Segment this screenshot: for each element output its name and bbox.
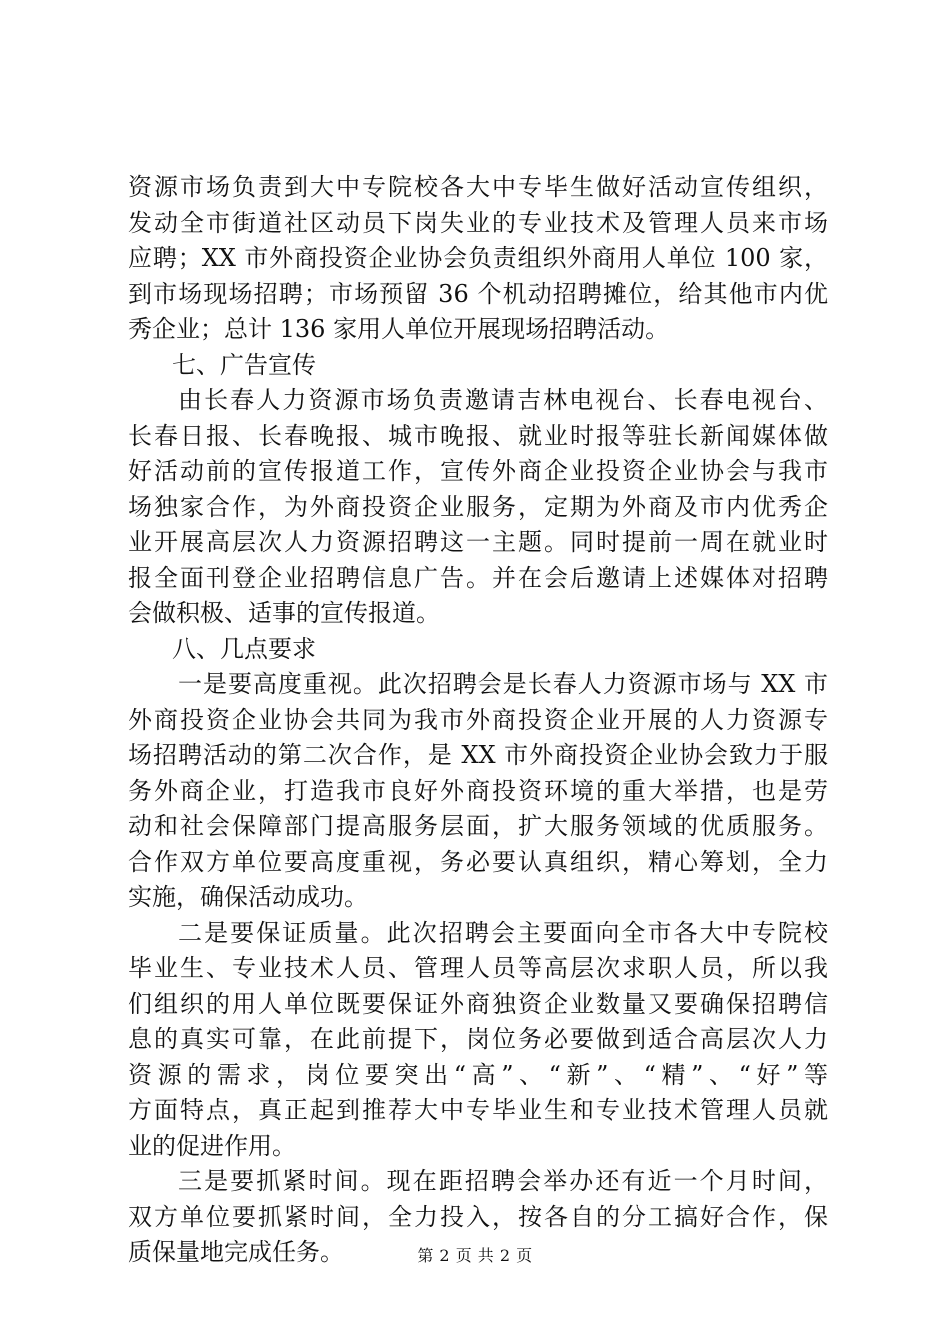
text-line: 息的真实可靠，在此前提下，岗位务必要做到适合高层次人力 [128, 1025, 828, 1053]
text-line: 动和社会保障部门提高服务层面，扩大服务领域的优质服务。 [128, 812, 828, 840]
page-number-footer: 第 2 页 共 2 页 [417, 1246, 533, 1265]
text-line: 发动全市街道社区动员下岗失业的专业技术及管理人员来市场 [128, 208, 828, 237]
text-line: 双方单位要抓紧时间，全力投入，按各自的分工搞好合作，保 [128, 1202, 828, 1231]
text-line: 外商投资企业协会共同为我市外商投资企业开展的人力资源专 [128, 705, 828, 734]
text-line: 业的促进作用。 [128, 1131, 296, 1160]
text-line: 业开展高层次人力资源招聘这一主题。同时提前一周在就业时 [128, 528, 828, 556]
section-heading: 七、广告宣传 [172, 350, 316, 379]
text-line: 方面特点，真正起到推荐大中专毕业生和专业技术管理人员就 [128, 1096, 828, 1124]
text-line: 毕业生、专业技术人员、管理人员等高层次求职人员，所以我 [128, 954, 828, 982]
text-line: 长春日报、长春晚报、城市晚报、就业时报等驻长新闻媒体做 [128, 421, 828, 450]
text-line: 应聘；XX 市外商投资企业协会负责组织外商用人单位 100 家， [128, 244, 828, 272]
text-line: 报全面刊登企业招聘信息广告。并在会后邀请上述媒体对招聘 [128, 563, 828, 592]
text-line: 实施，确保活动成功。 [128, 883, 368, 911]
paragraph-first-line: 一是要高度重视。此次招聘会是长春人力资源市场与 XX 市 [178, 670, 828, 698]
text-line: 到市场现场招聘；市场预留 36 个机动招聘摊位，给其他市内优 [128, 279, 828, 308]
text-line: 们组织的用人单位既要保证外商独资企业数量又要确保招聘信 [128, 989, 828, 1018]
text-line: 会做积极、适事的宣传报道。 [128, 599, 440, 627]
text-line: 合作双方单位要高度重视，务必要认真组织，精心筹划，全力 [128, 847, 828, 876]
text-line: 资源的需求，岗位要突出“高”、“新”、“精”、“好”等 [128, 1060, 828, 1089]
document-body [128, 170, 828, 1271]
text-line: 场招聘活动的第二次合作，是 XX 市外商投资企业协会致力于服 [128, 741, 828, 769]
text-line: 秀企业；总计 136 家用人单位开展现场招聘活动。 [128, 315, 670, 343]
text-line: 资源市场负责到大中专院校各大中专毕生做好活动宣传组织， [128, 173, 828, 201]
text-line: 质保量地完成任务。 [128, 1238, 344, 1266]
text-line: 务外商企业，打造我市良好外商投资环境的重大举措，也是劳 [128, 776, 828, 805]
paragraph-first-line: 由长春人力资源市场负责邀请吉林电视台、长春电视台、 [178, 386, 828, 414]
paragraph-first-line: 三是要抓紧时间。现在距招聘会举办还有近一个月时间， [178, 1167, 828, 1195]
text-line: 好活动前的宣传报道工作，宣传外商企业投资企业协会与我市 [128, 457, 828, 485]
paragraph-first-line: 二是要保证质量。此次招聘会主要面向全市各大中专院校 [178, 918, 828, 947]
section-heading: 八、几点要求 [172, 634, 316, 663]
text-line: 场独家合作，为外商投资企业服务，定期为外商及市内优秀企 [128, 492, 828, 521]
